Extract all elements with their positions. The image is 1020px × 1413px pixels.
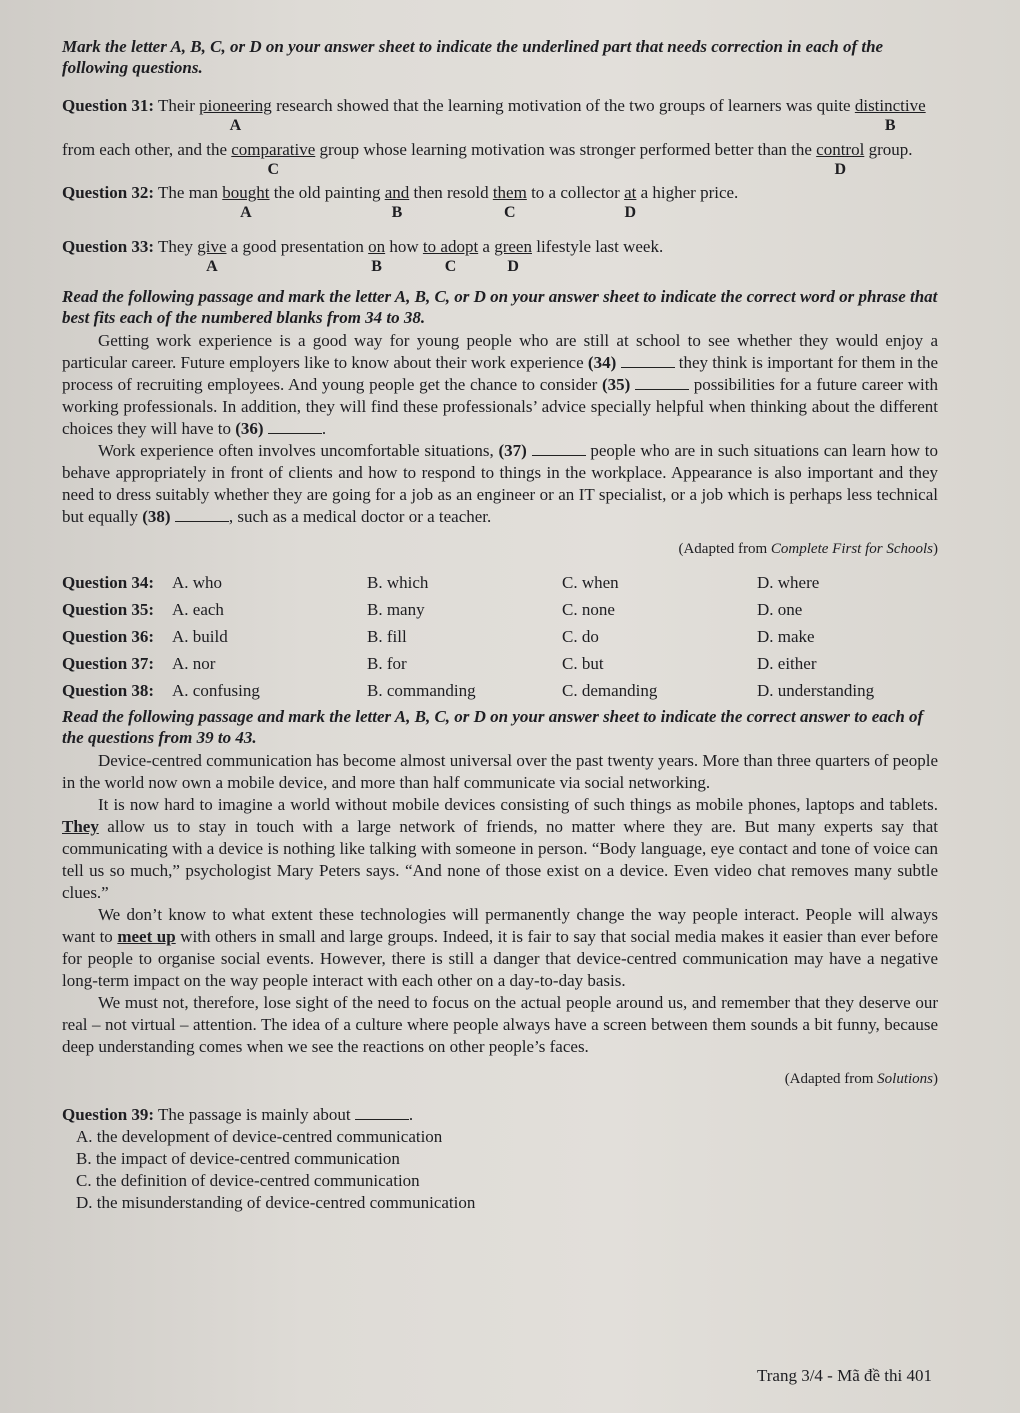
question-38-option-c: C. demanding (562, 681, 658, 700)
question-35-option-a: A. each (172, 600, 224, 619)
question-34-option-c: C. when (562, 573, 619, 592)
question-32-text: a higher price. (636, 183, 739, 202)
blank-35 (635, 375, 689, 390)
underlined-word-they: They (62, 817, 99, 836)
question-31-option-d: control D (816, 128, 864, 172)
question-31-text: Their (154, 96, 200, 115)
question-31-text: group whose learning motivation was stronger performed better than the (315, 140, 817, 159)
blank-number-38: (38) (142, 507, 171, 526)
blank-37 (532, 441, 586, 456)
question-39 (62, 1104, 938, 1214)
question-37-option-c: C. but (562, 654, 604, 673)
question-31-text: from each other, and the (62, 140, 232, 159)
question-38-option-d: D. understanding (757, 681, 875, 700)
cloze-passage (62, 330, 938, 528)
question-32-text: then resold (409, 183, 493, 202)
reading-paragraph-3: We don’t know to what extent these technologies will permanently change the way people interact. People will always want to meet up with others in small and large groups. Indeed, it is fair to say that social media makes it easier than ever before for people to organise social events. However, there is still a danger that device-centred communication may have a negative long-term impact on the way people interact with each other on a day-to-day basis. (62, 905, 938, 990)
question-31-option-b: distinctive B (855, 84, 926, 128)
question-32-text: the old painting (269, 183, 385, 202)
question-37-label: Question 37: (62, 654, 155, 673)
reading-paragraph-4: We must not, therefore, lose sight of the need to focus on the actual people around us, and remember that they deserve our real – not virtual – attention. The idea of a culture where people always have a screen between them sounds a bit funny, because deep understanding comes when we see the reactions on other people’s faces. (62, 993, 938, 1056)
reading-passage (62, 750, 938, 1058)
question-36-option-a: A. build (172, 627, 228, 646)
question-33-text: a good presentation (226, 237, 369, 256)
blank-39 (355, 1105, 409, 1120)
question-32 (62, 182, 938, 226)
reading-paragraph-1: Device-centred communication has become almost universal over the past twenty years. More than three quarters of people in the world now own a mobile device, and more than half communicate via social networking. (62, 751, 938, 792)
option-letter: A (229, 117, 242, 134)
blank-number-34: (34) (587, 353, 617, 372)
question-39-option-c: C. the definition of device-centred communication (76, 1171, 420, 1190)
question-34-option-d: D. where (757, 573, 820, 592)
blank-34 (621, 353, 675, 368)
question-33-option-d: green D (494, 236, 532, 258)
section3-instruction: Read the following passage and mark the letter A, B, C, or D on your answer sheet to indicate the correct answer to each of the questions from 39 to 43. (62, 707, 924, 747)
question-38-option-a: A. confusing (172, 681, 260, 700)
cloze-paragraph-2: Work experience often involves uncomfortable situations, (37) people who are in such situations can learn how to behave appropriately in front of clients and how to respond to things in the workplace. Appearance is also important and they need to dress suitably whether they are going for a job as an engineer or an IT specialist, or a job which is perhaps less technical but equally (38) , such as a medical doctor or a teacher. (62, 441, 939, 526)
question-39-label: Question 39: (62, 1105, 155, 1124)
question-37-option-a: A. nor (172, 654, 216, 673)
reading-paragraph-2: It is now hard to imagine a world without mobile devices consisting of such things as mobile phones, laptops and tablets. They allow us to stay in touch with a large network of friends, no matter where they are. But many experts say that communicating with a device is nothing like talking with someone in person. “Body language, eye contact and tone of voice can tell us so much,” psychologist Mary Peters says. “And none of those exist on a device. Even video chat removes many subtle clues.” (62, 795, 938, 902)
question-33-option-a: give A (197, 236, 226, 258)
option-letter: D (834, 161, 847, 178)
option-letter: C (444, 258, 457, 275)
question-31-option-a: pioneering A (199, 84, 272, 128)
question-33-label: Question 33: (62, 237, 155, 256)
question-32-text: The man (154, 183, 223, 202)
question-35-label: Question 35: (62, 600, 155, 619)
question-33-text: how (385, 237, 423, 256)
question-37-option-b: B. for (367, 654, 407, 673)
question-32-option-b: and B (385, 182, 410, 204)
option-letter: A (206, 258, 218, 275)
exam-content (62, 36, 938, 1214)
blank-number-36: (36) (235, 419, 264, 438)
option-letter: C (267, 161, 280, 178)
question-33-text: They (154, 237, 198, 256)
question-39-stem: Question 39: The passage is mainly about . (62, 1105, 414, 1124)
section1-instruction: Mark the letter A, B, C, or D on your answer sheet to indicate the underlined part that needs correction in each of the following questions. (62, 37, 884, 77)
question-36-option-b: B. fill (367, 627, 407, 646)
question-31-label: Question 31: (62, 96, 155, 115)
answer-options-grid (62, 572, 938, 702)
option-letter: D (624, 204, 636, 221)
question-34-option-a: A. who (172, 573, 223, 592)
question-39-option-d: D. the misunderstanding of device-centred communication (76, 1193, 476, 1212)
question-33-text: a (478, 237, 495, 256)
question-39-option-b: B. the impact of device-centred communication (76, 1149, 400, 1168)
option-letter: C (504, 204, 516, 221)
source-citation-2: (Adapted from Solutions) (784, 1071, 938, 1087)
question-36-option-c: C. do (562, 627, 599, 646)
option-letter: A (240, 204, 252, 221)
question-38-option-b: B. commanding (367, 681, 476, 700)
option-letter: B (391, 204, 403, 221)
option-letter: D (507, 258, 519, 275)
question-33 (62, 236, 938, 280)
blank-38 (175, 507, 229, 522)
question-32-option-c: them C (493, 182, 527, 204)
question-38-label: Question 38: (62, 681, 155, 700)
question-39-option-a: A. the development of device-centred communication (76, 1127, 443, 1146)
question-34-label: Question 34: (62, 573, 155, 592)
question-33-text: lifestyle last week. (531, 237, 664, 256)
question-31-option-c: comparative C (231, 128, 315, 172)
question-35-option-b: B. many (367, 600, 425, 619)
section2-instruction: Read the following passage and mark the letter A, B, C, or D on your answer sheet to indicate the correct word or phrase that best fits each of the numbered blanks from 34 to 38. (62, 287, 938, 327)
question-34-option-b: B. which (367, 573, 429, 592)
question-35-option-c: C. none (562, 600, 615, 619)
question-31-text: group. (864, 140, 913, 159)
question-36-label: Question 36: (62, 627, 155, 646)
page-footer: Trang 3/4 - Mã đề thi 401 (756, 1366, 932, 1385)
question-33-option-b: on B (368, 236, 385, 258)
question-32-option-a: bought A (222, 182, 269, 204)
blank-number-37: (37) (498, 441, 527, 460)
question-36-option-d: D. make (757, 627, 815, 646)
option-letter: B (371, 258, 382, 275)
cloze-paragraph-1: Getting work experience is a good way for young people who are still at school to see whether they would enjoy a particular career. Future employers like to know about their work experience (34) they think is important for them in the process of recruiting employees. And young people get the chance to consider (35) possibilities for a future career with working professionals. In addition, they will find these professionals’ advice specially helpful when thinking about the different choices they will have to (36) . (62, 331, 938, 438)
question-31-text: research showed that the learning motivation of the two groups of learners was quite (271, 96, 855, 115)
question-32-text: to a collector (526, 183, 625, 202)
question-32-label: Question 32: (62, 183, 155, 202)
question-32-option-d: at D (624, 182, 636, 204)
blank-36 (268, 419, 322, 434)
question-31 (62, 84, 938, 178)
option-letter: B (884, 117, 896, 134)
question-33-option-c: to adopt C (423, 236, 478, 258)
question-37-option-d: D. either (757, 654, 817, 673)
underlined-phrase-meet-up: meet up (117, 927, 176, 946)
source-citation-1: (Adapted from Complete First for Schools) (678, 541, 938, 557)
question-35-option-d: D. one (757, 600, 803, 619)
blank-number-35: (35) (602, 375, 631, 394)
